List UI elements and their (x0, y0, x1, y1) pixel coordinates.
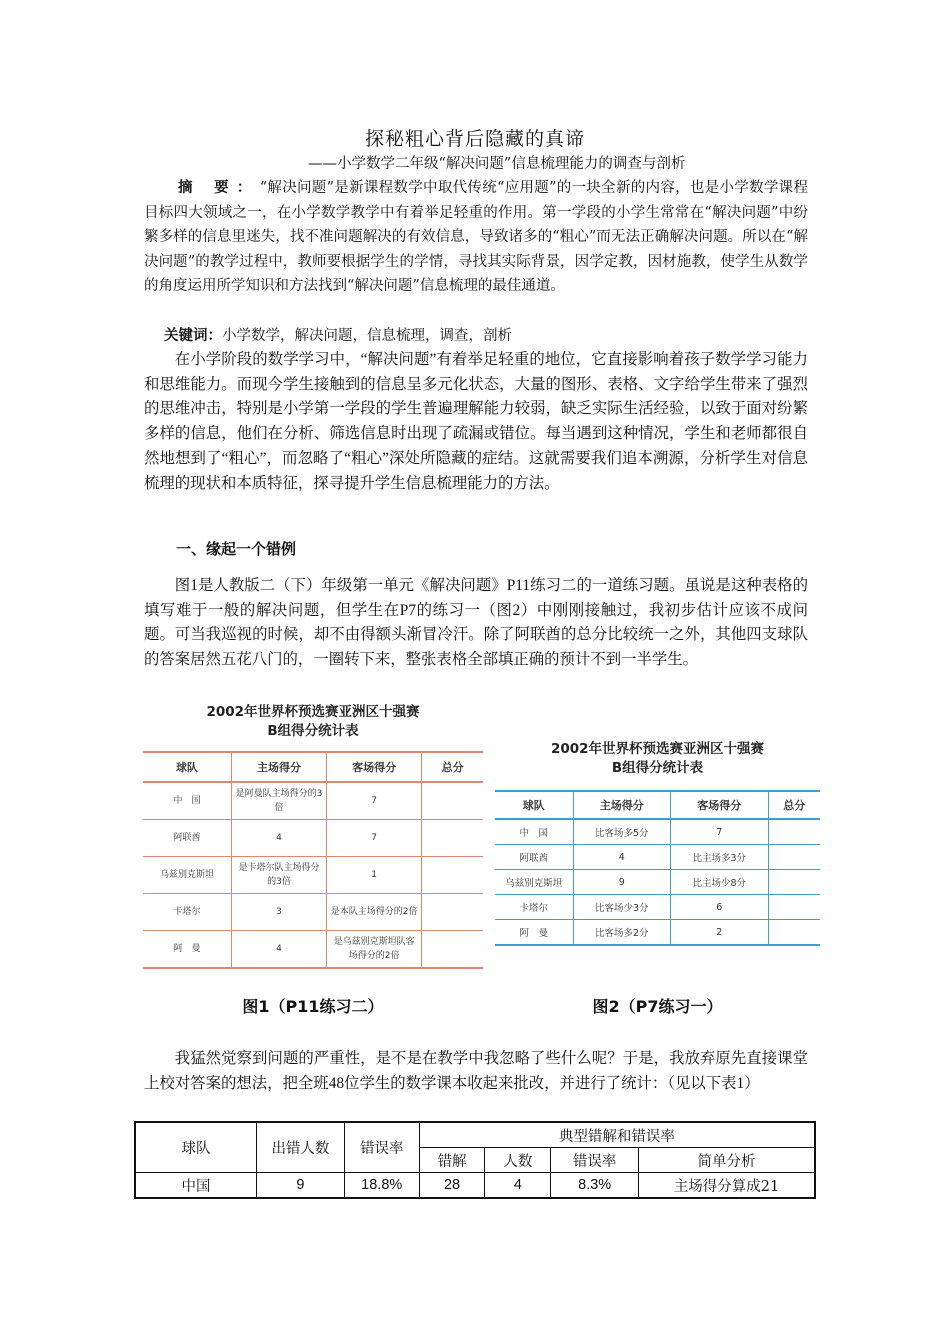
table-cell (768, 819, 820, 845)
para3-text: 我猛然觉察到问题的严重性，是不是在教学中我忽略了些什么呢？于是，我放弃原先直接课堂上校对答案的想法，把全班48位学生的数学课本收起来批改，并进行了统计：（见以下表1） (144, 1050, 808, 1092)
table-row (143, 782, 483, 820)
table-cell: 卡塔尔 (143, 894, 231, 931)
figure-1-caption: 图1（P11练习二） (242, 997, 384, 1016)
table-cell (768, 870, 820, 895)
table-row (495, 870, 820, 895)
abstract-text: “解决问题”是新课程数学中取代传统“应用题”的一块全新的内容，也是小学数学课程目标四大领域之一，在小学数学教学中有着举足轻重的作用。第一学段的小学生常常在“解决问题”中纷繁多样的信息里迷失，找不准问题解决的有效信息，导致诸多的“粗心”而无法正确解决问题。所以在“解决问题”的教学过程中，教师要根据学生的学情，寻找其实际背景，因学定教，因材施教，使学生从数学的角度运用所学知识和方法找到“解决问题”信息梳理的最佳通道。 (144, 180, 808, 295)
table-header-cell: 错误率 (344, 1122, 419, 1173)
keywords-label: 关键词： (164, 327, 222, 344)
table-cell: 18.8% (344, 1173, 419, 1199)
table-row (135, 1173, 815, 1199)
table-cell: 7 (671, 819, 769, 845)
table-cell: 比客场多5分 (573, 819, 671, 845)
table-cell (422, 820, 483, 857)
table-header-cell: 出错人数 (257, 1122, 345, 1173)
fig2-table (495, 790, 820, 946)
fig1-title-line1: 2002年世界杯预选赛亚洲区十强赛 (206, 704, 420, 720)
table-cell (422, 894, 483, 931)
table-cell: 8.3% (551, 1173, 639, 1199)
table-row (495, 845, 820, 870)
table-header-row (135, 1122, 815, 1148)
table-header-cell: 客场得分 (671, 791, 769, 819)
table-cell: 1 (327, 857, 422, 894)
table-cell: 乌兹别克斯坦 (143, 857, 231, 894)
table-header-cell: 主场得分 (573, 791, 671, 819)
table-cell: 卡塔尔 (495, 895, 573, 920)
table-cell (422, 931, 483, 969)
fig2-title-line2: B组得分统计表 (611, 760, 704, 776)
table-cell: 7 (327, 820, 422, 857)
abstract-paragraph (144, 176, 808, 299)
table-header-cell: 人数 (485, 1148, 551, 1173)
table-row (143, 820, 483, 857)
figure-2 (495, 740, 820, 946)
table-cell: 9 (257, 1173, 345, 1199)
abstract-label: 摘 要： (178, 179, 260, 196)
table-cell (768, 920, 820, 946)
table-cell: 6 (671, 895, 769, 920)
table-cell (422, 857, 483, 894)
table-cell (768, 845, 820, 870)
body-paragraph-3 (144, 1047, 808, 1096)
table-cell: 2 (671, 920, 769, 946)
table-cell: 阿联酋 (143, 820, 231, 857)
table-cell: 阿 曼 (495, 920, 573, 946)
table-cell: 比主场多3分 (671, 845, 769, 870)
intro-paragraph (144, 348, 808, 496)
table-cell: 3 (231, 894, 326, 931)
figure-1 (143, 703, 483, 969)
section-heading: 一、缘起一个错例 (176, 541, 297, 558)
table-header-cell: 错解 (419, 1148, 485, 1173)
table-cell: 4 (231, 931, 326, 969)
table-cell: 4 (231, 820, 326, 857)
fig1-title-line2: B组得分统计表 (267, 723, 359, 739)
table-header-cell: 球队 (495, 791, 573, 819)
table-cell: 比客场少3分 (573, 895, 671, 920)
table-header-cell: 错误率 (551, 1148, 639, 1173)
table-row (495, 895, 820, 920)
table-cell: 中国 (135, 1173, 257, 1199)
table-cell: 是本队主场得分的2倍 (327, 894, 422, 931)
table-header-cell: 简单分析 (639, 1148, 815, 1173)
figure-2-caption: 图2（P7练习一） (592, 997, 723, 1016)
table-header-cell: 球队 (143, 752, 231, 782)
body-paragraph-2 (144, 574, 808, 673)
table-cell: 主场得分算成21 (639, 1173, 815, 1199)
table-cell: 比客场多2分 (573, 920, 671, 946)
table-cell: 是乌兹别克斯坦队客场得分的2倍 (327, 931, 422, 969)
table-cell: 是阿曼队主场得分的3倍 (231, 782, 326, 820)
keywords-text: 小学数学，解决问题，信息梳理，调查，剖析 (222, 328, 512, 344)
table-header-cell: 球队 (135, 1122, 257, 1173)
fig2-title-line1: 2002年世界杯预选赛亚洲区十强赛 (550, 741, 765, 757)
table-cell: 4 (573, 845, 671, 870)
table-row (143, 857, 483, 894)
table-cell: 4 (485, 1173, 551, 1199)
table-header-cell: 总分 (422, 752, 483, 782)
table-cell: 是卡塔尔队主场得分的3倍 (231, 857, 326, 894)
table-cell: 乌兹别克斯坦 (495, 870, 573, 895)
table-row (143, 931, 483, 969)
table-cell (422, 782, 483, 820)
table-cell: 中 国 (495, 819, 573, 845)
table-row (495, 920, 820, 946)
table-cell: 比主场少8分 (671, 870, 769, 895)
error-statistics-table (134, 1121, 816, 1199)
table-header-cell: 典型错解和错误率 (419, 1122, 815, 1148)
keywords-paragraph (144, 324, 808, 349)
intro-text: 在小学阶段的数学学习中，“解决问题”有着举足轻重的地位，它直接影响着孩子数学学习能力和思维能力。而现今学生接触到的信息呈多元化状态，大量的图形、表格、文字给学生带来了强烈的思维冲击，特别是小学第一学段的学生普遍理解能力较弱，缺乏实际生活经验，以致于面对纷繁多样的信息，他们在分析、筛选信息时出现了疏漏或错位。每当遇到这种情况，学生和老师都很自然地想到了“粗心”，而忽略了“粗心”深处所隐藏的症结。这就需要我们追本溯源，分析学生对信息梳理的现状和本质特征，探寻提升学生信息梳理能力的方法。 (144, 351, 808, 492)
paper-title: 探秘粗心背后隐藏的真谛 (364, 128, 585, 150)
fig1-table (143, 751, 483, 969)
table-header-row (495, 791, 820, 819)
para2-text: 图1是人教版二（下）年级第一单元《解决问题》P11练习二的一道练习题。虽说是这种表格的填写难于一般的解决问题，但学生在P7的练习一（图2）中刚刚接触过，我初步估计应该不成问题。可当我巡视的时候，却不由得额头渐冒冷汗。除了阿联酋的总分比较统一之外，其他四支球队的答案居然五花八门的，一圈转下来，整张表格全部填正确的预计不到一半学生。 (144, 577, 808, 669)
table-cell: 9 (573, 870, 671, 895)
table-cell: 阿 曼 (143, 931, 231, 969)
table-header-row (143, 752, 483, 782)
table-cell: 28 (419, 1173, 485, 1199)
table-cell (768, 895, 820, 920)
table-header-cell: 主场得分 (231, 752, 326, 782)
table-row (495, 819, 820, 845)
table-cell: 阿联酋 (495, 845, 573, 870)
table-row (143, 894, 483, 931)
table-cell: 中 国 (143, 782, 231, 820)
paper-subtitle: ——小学数学二年级“解决问题”信息梳理能力的调查与剖析 (308, 156, 686, 172)
table-header-cell: 客场得分 (327, 752, 422, 782)
table-header-cell: 总分 (768, 791, 820, 819)
table-cell: 7 (327, 782, 422, 820)
